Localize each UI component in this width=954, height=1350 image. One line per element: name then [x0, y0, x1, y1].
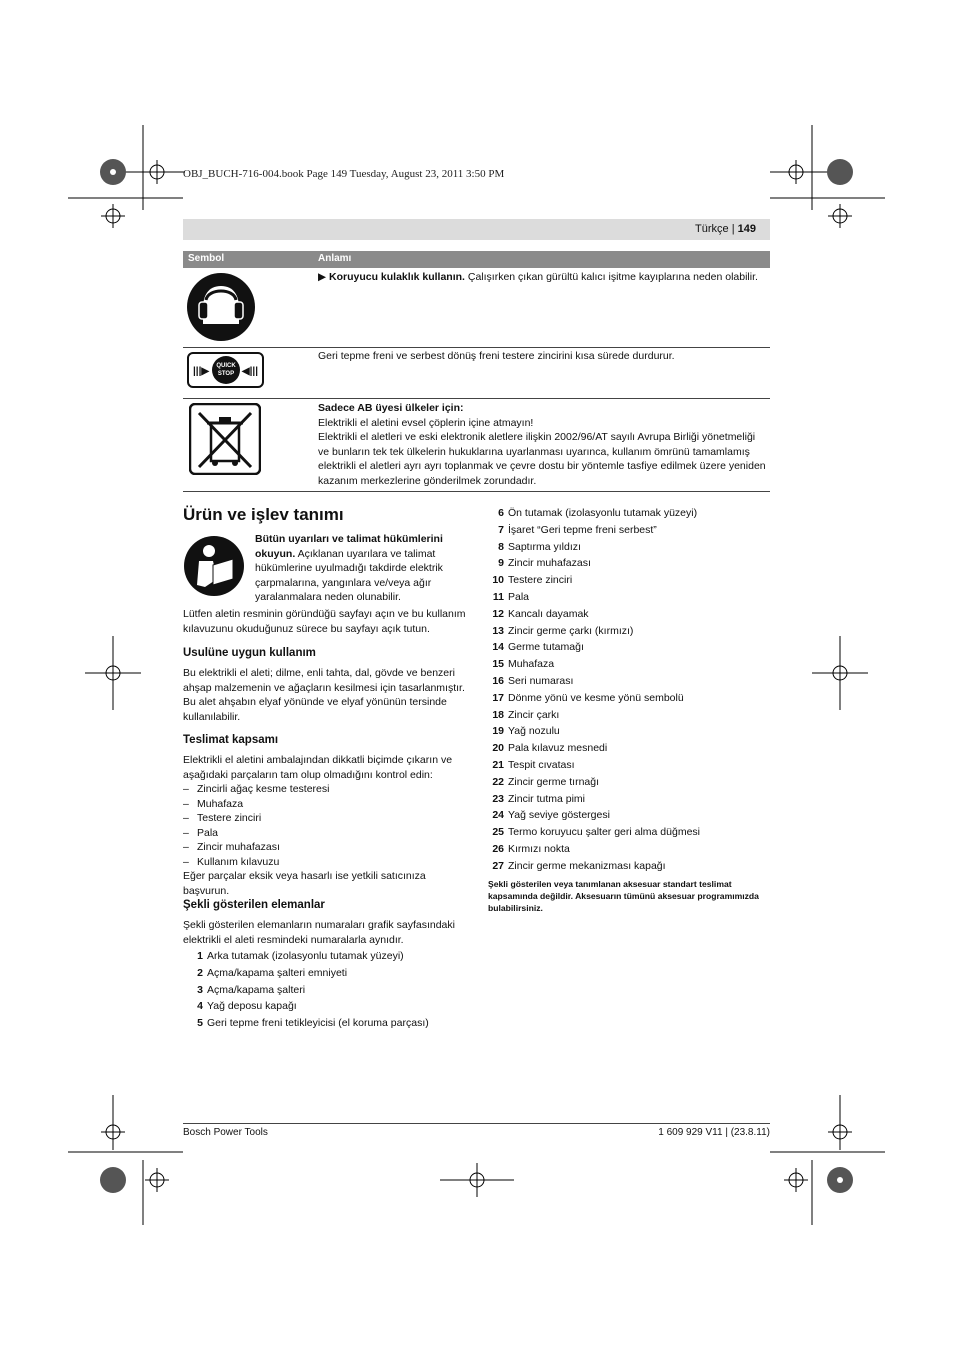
delivery-paragraph — [183, 753, 473, 898]
read-manual-icon — [183, 535, 245, 597]
components-line: elektrikli el aleti resmindeki numaralarla aynıdır. — [183, 933, 404, 946]
item-number: 9 — [498, 557, 504, 570]
ear-protection-bold: Koruyucu kulaklık kullanın. — [329, 271, 465, 283]
list-item: – Pala — [183, 826, 219, 839]
item-number: 18 — [492, 708, 504, 721]
warning-line: hükümlerine uyulmadığı takdirde elektrik — [255, 562, 443, 574]
list-item — [482, 757, 772, 774]
item-label: Saptırma yıldızı — [508, 540, 581, 553]
item-number: 19 — [492, 725, 504, 738]
item-number: 11 — [492, 590, 504, 603]
item-label: Ön tutamak (izolasyonlu tutamak yüzeyi) — [508, 507, 698, 519]
weee-line: kazanım merkezlerine gönderilmek zorundadır. — [318, 474, 537, 487]
item-number: 20 — [492, 742, 504, 755]
item-label: Muhafaza — [508, 658, 555, 671]
delivery-title: Teslimat kapsamı — [183, 734, 279, 746]
usage-line: kullanılabilir. — [183, 710, 241, 723]
item-number: 25 — [492, 826, 504, 839]
item-label: Açma/kapama şalteri — [207, 983, 306, 996]
ear-protection-desc: Çalışırken çıkan gürültü kalıcı işitme kayıplarına neden olabilir. — [464, 271, 758, 283]
list-item — [482, 522, 772, 539]
item-number: 16 — [492, 674, 504, 687]
note-line: bulabilirsiniz. — [488, 903, 543, 913]
item-number: 26 — [492, 842, 504, 855]
list-item — [482, 572, 772, 589]
list-item — [482, 589, 772, 606]
item-label: Zincir tutma pimi — [508, 792, 586, 805]
list-item — [482, 673, 772, 690]
weee-line: elektrikli el aletleri ayrı ayrı toplanmak ve çevre dostu bir yöntemle tasfiye edilmek üzere yeniden — [318, 460, 766, 472]
item-number: 23 — [492, 792, 504, 805]
item-number: 22 — [492, 775, 504, 788]
quick-stop-icon: |||▶ ◀||| QUICK STOP — [187, 352, 264, 388]
list-item: – Zincir muhafazası — [183, 841, 280, 853]
item-label: Açma/kapama şalteri emniyeti — [207, 966, 348, 979]
item-number: 12 — [492, 607, 504, 620]
list-item — [482, 623, 772, 640]
usage-line: Bu elektrikli el aleti; dilme, enli tahta, dal, gövde ve benzeri — [183, 667, 455, 679]
list-item — [482, 807, 772, 824]
list-item — [482, 841, 772, 858]
list-item — [482, 539, 772, 556]
row-divider — [183, 347, 770, 348]
delivery-line: aşağıdaki parçaların tam olup olmadığını kontrol edin: — [183, 768, 433, 781]
list-item — [482, 858, 772, 875]
list-item: – Kullanım kılavuzu — [183, 855, 280, 868]
item-label: Zincir germe tırnağı — [508, 775, 600, 788]
row-divider — [183, 398, 770, 399]
item-number: 7 — [498, 523, 504, 536]
page-number: 149 — [737, 223, 756, 235]
footer-brand: Bosch Power Tools — [183, 1127, 268, 1138]
item-number: 6 — [498, 507, 504, 519]
header-language: Türkçe — [695, 223, 729, 235]
accessory-note — [488, 878, 773, 914]
item-label: Zincir çarkı — [508, 708, 560, 721]
item-number: 3 — [197, 983, 203, 996]
note-line: kapsamında değildir. Aksesuarın tümünü aksesuar programımızda — [488, 891, 759, 901]
footer-code: 1 609 929 V11 | (23.8.11) — [658, 1127, 770, 1138]
item-label: Arka tutamak (izolasyonlu tutamak yüzeyi) — [207, 950, 404, 962]
item-number: 1 — [197, 950, 203, 962]
item-label: Kancalı dayamak — [508, 607, 589, 620]
item-label: Seri numarası — [508, 674, 574, 687]
ear-protection-icon — [186, 272, 256, 342]
item-label: Termo koruyucu şalter geri alma düğmesi — [508, 826, 700, 839]
item-label: İşaret “Geri tepme freni serbest” — [508, 523, 657, 536]
quick-label: QUICK — [216, 363, 236, 369]
item-label: Dönme yönü ve kesme yönü sembolü — [508, 691, 684, 704]
components-title: Şekli gösterilen elemanlar — [183, 899, 325, 911]
item-number: 15 — [492, 658, 504, 671]
item-number: 4 — [197, 1000, 203, 1013]
weee-line: Elektrikli el aletini evsel çöplerin içine atmayın! — [318, 416, 534, 429]
components-list-right — [482, 505, 772, 875]
delivery-line: Elektrikli el aletini ambalajından dikkatli biçimde çıkarın ve — [183, 754, 453, 766]
list-item — [181, 1015, 471, 1032]
components-paragraph — [183, 918, 473, 947]
item-label: Zincir germe mekanizması kapağı — [508, 859, 666, 872]
item-label: Zincir muhafazası — [508, 557, 591, 570]
intro-line: Lütfen aletin resminin göründüğü sayfayı açın ve bu kullanım — [183, 608, 466, 620]
weee-line: ve bunların tek tek ülkelerin hukuklarına uyarlanması uyarınca, kullanım ömrünü tamamlamış — [318, 445, 750, 458]
list-item: – Testere zinciri — [183, 812, 262, 824]
file-meta-line: OBJ_BUCH-716-004.book Page 149 Tuesday, August 23, 2011 3:50 PM — [183, 168, 505, 180]
usage-title: Usulüne uygun kullanım — [183, 647, 316, 659]
item-number: 10 — [492, 574, 504, 587]
warning-bold: okuyun. — [255, 547, 296, 560]
list-item — [482, 791, 772, 808]
item-number: 27 — [492, 859, 504, 872]
item-number: 5 — [197, 1017, 203, 1030]
list-item — [482, 774, 772, 791]
list-item: – Muhafaza — [183, 797, 244, 810]
crossed-bin-icon — [189, 403, 261, 475]
warning-line: yaralanmalara neden olunabilir. — [255, 591, 401, 603]
item-number: 8 — [498, 540, 504, 553]
item-label: Geri tepme freni tetikleyicisi (el koruma parçası) — [207, 1017, 429, 1030]
ear-protection-text: ▶ Koruyucu kulaklık kullanın. Çalışırken çıkan gürültü kalıcı işitme kayıplarına neden olabilir. — [318, 271, 758, 283]
page-header: Türkçe | 149 — [183, 219, 770, 240]
weee-line: Elektrikli el aletleri ve eski elektronik aletlere ilişkin 2002/96/AT sayılı Avrupa Birliği yönetmeliği — [318, 431, 756, 443]
col-meaning: Anlamı — [318, 253, 352, 264]
row-divider — [183, 491, 770, 492]
list-item — [482, 824, 772, 841]
section-title: Ürün ve işlev tanımı — [183, 505, 344, 524]
warning-text — [255, 532, 470, 605]
intro-line: kılavuzunu okuduğunuz sürece bu sayfayı açık tutun. — [183, 622, 430, 635]
list-item — [482, 740, 772, 757]
item-label: Pala — [508, 590, 530, 603]
table-header — [183, 251, 770, 268]
item-number: 2 — [197, 966, 203, 979]
warning-line: çarpmalarına, yangınlara ve/veya ağır — [255, 576, 432, 589]
weee-text — [318, 401, 770, 488]
list-item — [482, 656, 772, 673]
stop-label: STOP — [217, 371, 235, 377]
warning-line: Açıklanan uyarılara ve talimat — [297, 547, 436, 560]
list-item — [482, 555, 772, 572]
list-item — [482, 606, 772, 623]
item-number: 24 — [492, 809, 504, 822]
footer-divider — [183, 1123, 770, 1124]
warning-bold: Bütün uyarıları ve talimat hükümlerini — [255, 533, 443, 545]
intro-paragraph — [183, 607, 473, 636]
item-number: 21 — [492, 758, 504, 771]
item-label: Yağ seviye göstergesi — [508, 809, 610, 822]
item-number: 17 — [492, 691, 504, 704]
quick-stop-text: Geri tepme freni ve serbest dönüş freni testere zincirini kısa sürede durdurur. — [318, 350, 675, 362]
item-label: Zincir germe çarkı (kırmızı) — [508, 624, 634, 637]
list-item — [482, 505, 772, 522]
item-label: Tespit cıvatası — [508, 758, 575, 771]
list-item — [482, 707, 772, 724]
components-list-left — [181, 948, 471, 1032]
weee-bold: Sadece AB üyesi ülkeler için: — [318, 402, 464, 414]
list-item — [482, 723, 772, 740]
note-line: Şekli gösterilen veya tanımlanan aksesuar standart teslimat — [488, 879, 732, 889]
list-item — [181, 982, 471, 999]
item-label: Yağ deposu kapağı — [207, 1000, 297, 1013]
delivery-footer: Eğer parçalar eksik veya hasarlı ise yetkili satıcınıza başvurun. — [183, 870, 426, 897]
item-number: 14 — [492, 641, 504, 654]
list-item: – Zincirli ağaç kesme testeresi — [183, 783, 330, 795]
usage-paragraph — [183, 666, 473, 724]
item-label: Pala kılavuz mesnedi — [508, 742, 608, 755]
components-line: Şekli gösterilen elemanların numaraları grafik sayfasındaki — [183, 919, 455, 931]
item-label: Germe tutamağı — [508, 641, 584, 654]
list-item — [181, 948, 471, 965]
list-item — [482, 639, 772, 656]
item-number: 13 — [492, 624, 504, 637]
item-label: Kırmızı nokta — [508, 842, 570, 855]
usage-line: Bu alet ahşabın elyaf yönünde ve elyaf yönünün tersinde — [183, 696, 447, 708]
col-symbol: Sembol — [188, 253, 225, 264]
usage-line: ahşap malzemenin ve ağaçların kesilmesi için tasarlanmıştır. — [183, 681, 465, 694]
list-item — [482, 690, 772, 707]
item-label: Yağ nozulu — [508, 725, 560, 738]
list-item — [181, 965, 471, 982]
list-item — [181, 998, 471, 1015]
item-label: Testere zinciri — [508, 574, 573, 587]
